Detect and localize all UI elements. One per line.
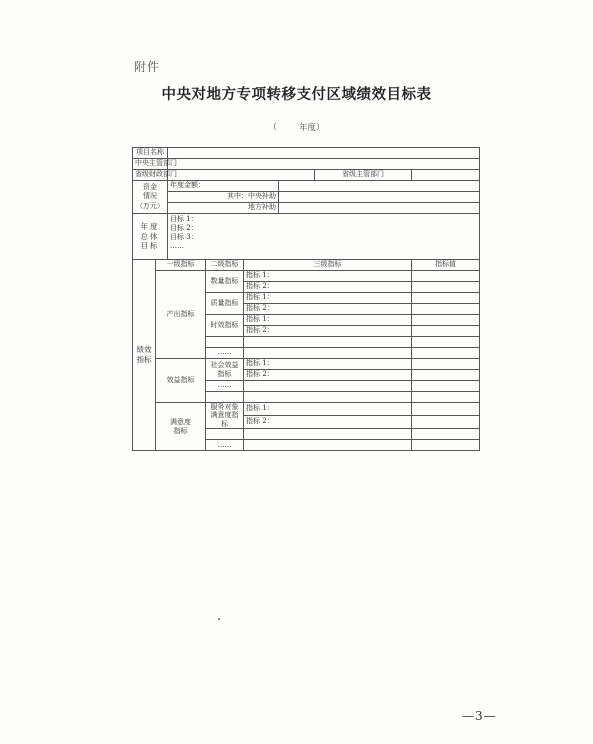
project-name-value[interactable] <box>168 148 480 159</box>
output-spacer-value[interactable] <box>412 337 480 348</box>
funds-row-2 <box>133 192 480 203</box>
satisfaction-ellipsis: …… <box>206 440 244 451</box>
project-name-row <box>133 148 480 159</box>
goal-2: 目标 2： <box>170 224 198 232</box>
benefit-indicators-label: 效益指标 <box>156 359 206 403</box>
social-benefit-label <box>206 359 244 381</box>
benefit-spacer-value[interactable] <box>412 392 480 403</box>
satisfaction-indicators-label <box>156 403 206 451</box>
goal-ellipsis: …… <box>170 242 184 250</box>
satisfaction-indicator-2[interactable]: 指标 2： <box>244 416 412 429</box>
benefit-spacer-cell <box>206 392 244 403</box>
timeliness-indicator-1[interactable]: 指标 1： <box>244 315 412 326</box>
central-dept-row <box>133 159 480 170</box>
output-ellipsis-blank[interactable] <box>244 348 412 359</box>
provincial-finance-label: 省级财政部门 <box>133 170 168 181</box>
social-benefit-line2: 指标 <box>217 369 232 378</box>
quantity-indicator-1[interactable]: 指标 1： <box>244 271 412 282</box>
funds-label <box>133 181 168 214</box>
col-level3-header: 三级指标 <box>244 260 412 271</box>
satisfaction-indicator-1[interactable]: 指标 1： <box>244 403 412 416</box>
col-level1-header: 一级指标 <box>156 260 206 271</box>
goal-3: 目标 3： <box>170 233 198 241</box>
document-title: 中央对地方专项转移支付区域绩效目标表 <box>161 87 432 103</box>
benefit-spacer-blank[interactable] <box>244 392 412 403</box>
quantity-indicator-2[interactable]: 指标 2： <box>244 282 412 293</box>
social-benefit-line1: 社会效益 <box>210 361 239 370</box>
funds-label-line3: （万元） <box>136 201 164 210</box>
quantity-value-1[interactable] <box>412 271 480 282</box>
benefit-social-row-1 <box>133 359 480 370</box>
annual-amount-label: 年度金额： <box>168 181 279 192</box>
timeliness-value-1[interactable] <box>412 315 480 326</box>
output-spacer-blank[interactable] <box>244 337 412 348</box>
quantity-indicators-label: 数量指标 <box>206 271 244 293</box>
perf-indicators-label: 绩效指标 <box>133 260 156 451</box>
satisfaction-spacer-cell <box>206 429 244 440</box>
central-dept-label: 中央主管部门 <box>133 159 168 170</box>
service-line2: 满意度指标 <box>210 411 239 428</box>
overall-goal-content[interactable] <box>168 214 480 260</box>
timeliness-indicator-2[interactable]: 指标 2： <box>244 326 412 337</box>
provincial-dept-label: 省级主管部门 <box>315 170 412 181</box>
local-subsidy-label: 地方补助 <box>168 203 279 214</box>
satisfaction-line1: 满意度 <box>170 418 191 427</box>
central-subsidy-label: 其中：中央补助 <box>168 192 279 203</box>
page-number: —3— <box>462 709 497 723</box>
social-value-1[interactable] <box>412 359 480 370</box>
year-open-paren: （ <box>268 123 277 133</box>
social-indicator-2[interactable]: 指标 2： <box>244 370 412 381</box>
goal-1: 目标 1： <box>170 215 198 223</box>
performance-target-table <box>132 147 480 451</box>
output-ellipsis-value[interactable] <box>412 348 480 359</box>
indicator-header-row <box>133 260 480 271</box>
year-line <box>0 121 593 133</box>
funds-row-1 <box>133 181 480 192</box>
local-subsidy-value[interactable] <box>279 203 480 214</box>
annual-amount-value[interactable] <box>279 181 480 192</box>
quality-value-1[interactable] <box>412 293 480 304</box>
provincial-row <box>133 170 480 181</box>
benefit-ellipsis-blank[interactable] <box>244 381 412 392</box>
satisfaction-ellipsis-value[interactable] <box>412 440 480 451</box>
satisfaction-spacer-value[interactable] <box>412 429 480 440</box>
social-value-2[interactable] <box>412 370 480 381</box>
output-indicators-label: 产出指标 <box>156 271 206 359</box>
funds-label-line1: 资金 <box>143 183 157 192</box>
quality-value-2[interactable] <box>412 304 480 315</box>
provincial-finance-value[interactable] <box>168 170 315 181</box>
output-ellipsis: …… <box>206 348 244 359</box>
quality-indicator-1[interactable]: 指标 1： <box>244 293 412 304</box>
social-indicator-1[interactable]: 指标 1： <box>244 359 412 370</box>
satisfaction-line2: 指标 <box>173 426 188 435</box>
quantity-value-2[interactable] <box>412 282 480 293</box>
funds-row-3 <box>133 203 480 214</box>
satisfaction-ellipsis-blank[interactable] <box>244 440 412 451</box>
central-dept-value[interactable] <box>168 159 480 170</box>
overall-goal-label: 年度总体目标 <box>133 214 168 260</box>
funds-label-line2: 情况 <box>143 192 157 201</box>
satisfaction-spacer-blank[interactable] <box>244 429 412 440</box>
quality-indicator-2[interactable]: 指标 2： <box>244 304 412 315</box>
benefit-ellipsis: …… <box>206 381 244 392</box>
satisfaction-row-1 <box>133 403 480 416</box>
provincial-dept-value[interactable] <box>412 170 480 181</box>
col-value-header: 指标值 <box>412 260 480 271</box>
quality-indicators-label: 质量指标 <box>206 293 244 315</box>
timeliness-value-2[interactable] <box>412 326 480 337</box>
service-line1: 服务对象 <box>210 403 239 411</box>
scan-speck <box>218 618 220 620</box>
col-level2-header: 二级指标 <box>206 260 244 271</box>
service-satisfaction-label <box>206 403 244 429</box>
benefit-ellipsis-value[interactable] <box>412 381 480 392</box>
timeliness-indicators-label: 时效指标 <box>206 315 244 337</box>
attachment-label: 附件 <box>134 60 161 74</box>
central-subsidy-value[interactable] <box>279 192 480 203</box>
satisfaction-value-1[interactable] <box>412 403 480 416</box>
project-name-label: 项目名称 <box>133 148 168 159</box>
output-quantity-row-1 <box>133 271 480 282</box>
year-label: 年度） <box>299 123 325 133</box>
satisfaction-value-2[interactable] <box>412 416 480 429</box>
output-spacer-cell <box>206 337 244 348</box>
overall-goal-row <box>133 214 480 260</box>
